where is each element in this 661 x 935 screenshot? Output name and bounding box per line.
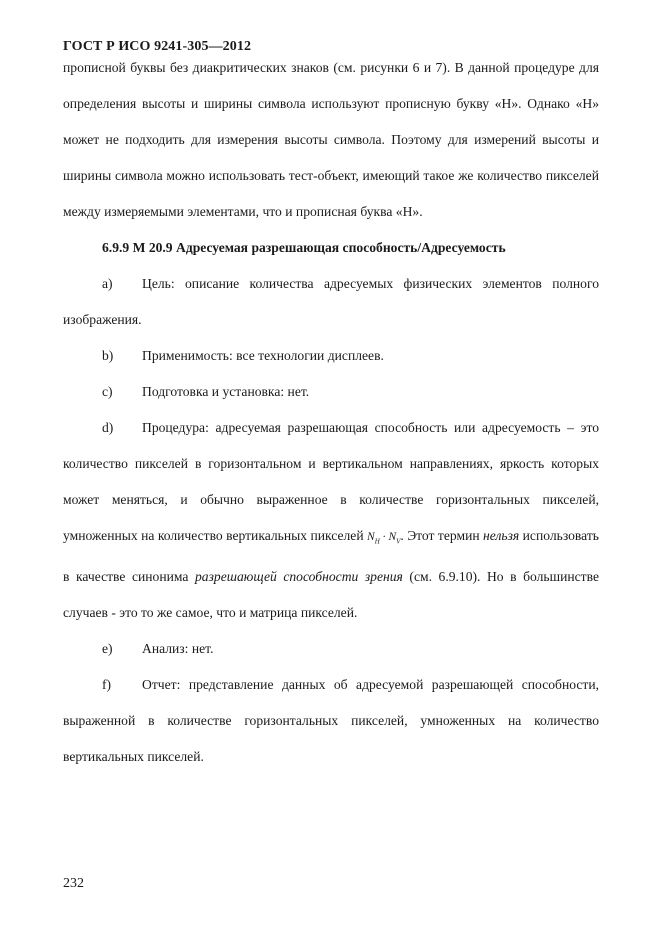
list-marker-b: b) xyxy=(102,348,114,363)
list-text-e: Анализ: нет. xyxy=(142,641,214,657)
list-marker-a: a) xyxy=(102,276,113,291)
emphasis-nelzya: нельзя xyxy=(483,528,520,543)
list-text-d-mid1: . Этот термин xyxy=(400,528,480,543)
formula-sub2: V xyxy=(396,537,401,546)
formula-dot: · xyxy=(382,531,386,543)
formula-n2: N xyxy=(388,531,397,543)
list-item-b xyxy=(63,338,599,374)
list-item-d xyxy=(63,410,599,631)
document-header: ГОСТ Р ИСО 9241-305—2012 xyxy=(63,39,252,54)
list-text-a: Цель: описание количества адресуемых физических элементов полного изображения. xyxy=(63,276,599,327)
emphasis-visual-resolution: разрешающей способности зрения xyxy=(195,569,403,585)
list-item-c xyxy=(63,374,599,410)
list-marker-f: f) xyxy=(102,677,112,693)
formula-sub1: H xyxy=(374,537,380,546)
page-number: 232 xyxy=(63,876,84,891)
list-text-c: Подготовка и установка: нет. xyxy=(142,384,310,399)
formula-nh-nv xyxy=(367,531,401,546)
list-text-d-before: Процедура: адресуемая разрешающая способность или адресуемость – это количество пикселей в горизонтальном и вертикальном направлениях, яркость которых может меняться, и обычно выраженное в количестве горизонтальных пикселей, умноженных на количество вертикальных пикселей xyxy=(63,420,599,543)
list-text-f: Отчет: представление данных об адресуемой разрешающей способности, выраженной в количестве горизонтальных пикселей, умноженных на количество вертикальных пикселей. xyxy=(63,677,599,765)
section-title: 6.9.9 M 20.9 Адресуемая разрешающая способность/Адресуемость xyxy=(102,240,506,255)
list-item-e xyxy=(63,631,599,667)
intro-paragraph: прописной буквы без диакритических знаков (см. рисунки 6 и 7). В данной процедуре для определения высоты и ширины символа используют прописную букву «H». Однако «H» может не подходить для измерения высоты символа. Поэтому для измерений высоты и ширины символа можно использовать тест-объект, имеющий такое же количество пикселей между измеряемыми элементами, что и прописная буква «H». xyxy=(63,60,599,219)
list-text-b: Применимость: все технологии дисплеев. xyxy=(142,348,384,363)
list-marker-d: d) xyxy=(102,420,114,435)
list-text-d-after: (см. 6.9.10). Но в большинстве случаев - это то же самое, что и матрица пикселей. xyxy=(63,569,599,621)
formula-n1: N xyxy=(367,531,375,543)
list-marker-e: e) xyxy=(102,641,113,657)
list-item-a xyxy=(63,266,599,338)
list-text-d-mid2: использовать в качестве синонима xyxy=(63,528,599,585)
list-marker-c: c) xyxy=(102,384,113,399)
list-item-f xyxy=(63,667,599,775)
document-page xyxy=(63,38,599,775)
